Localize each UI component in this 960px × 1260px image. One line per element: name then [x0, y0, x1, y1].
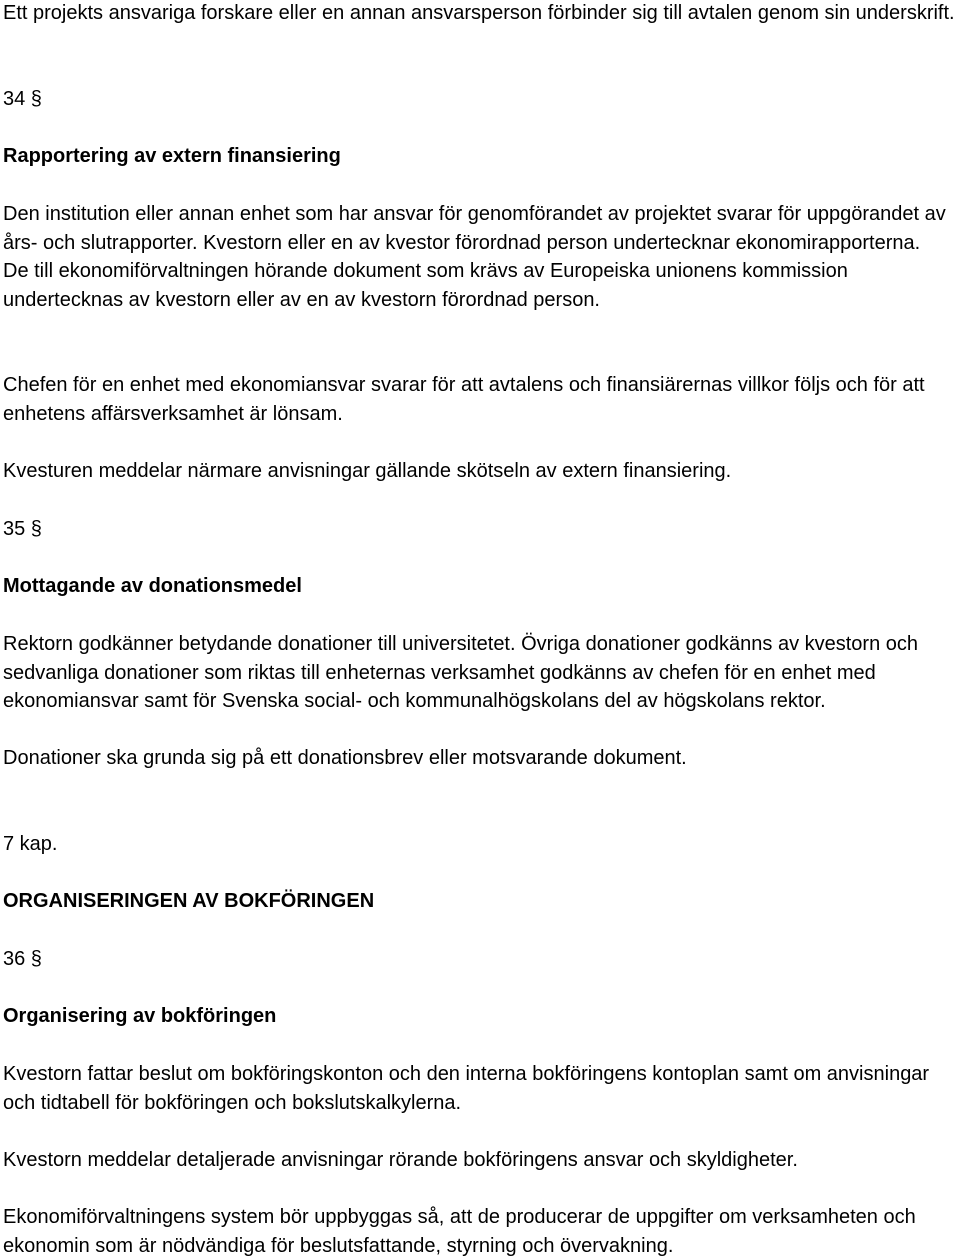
section-34-paragraph-2: Chefen för en enhet med ekonomiansvar svarar för att avtalens och finansiärernas villkor följs och för att enhetens affärsverksamhet är lönsam.	[3, 374, 925, 425]
chapter-7-label: 7 kap.	[3, 833, 58, 855]
section-36-paragraph-1: Kvestorn fattar beslut om bokföringskonton och den interna bokföringens kontoplan samt om anvisningar och tidtabell för bokföringen och bokslutskalkylerna.	[3, 1063, 930, 1114]
section-34-heading: Rapportering av extern finansiering	[3, 145, 341, 167]
section-35-heading: Mottagande av donationsmedel	[3, 575, 302, 597]
opening-paragraph: Ett projekts ansvariga forskare eller en annan ansvarsperson förbinder sig till avtalen genom sin underskrift.	[3, 2, 955, 24]
section-36-heading: Organisering av bokföringen	[3, 1005, 277, 1027]
section-36-paragraph-3: Ekonomiförvaltningens system bör uppbyggas så, att de producerar de uppgifter om verksamheten och ekonomin som är nödvändiga för beslutsfattande, styrning och övervakning.	[3, 1206, 916, 1257]
section-34-paragraph-1-part-3: De till ekonomiförvaltningen hörande dokument som krävs av Europeiska unionens kommission undertecknas av kvestorn eller av en av kvestorn förordnad person.	[3, 260, 848, 311]
section-34-number: 34 §	[3, 88, 42, 110]
section-35-paragraph-1: Rektorn godkänner betydande donationer till universitetet. Övriga donationer godkänns av kvestorn och sedvanliga donationer som riktas till enheternas verksamhet godkänns av chefen för en enhet med ekonomiansvar samt för Svenska social- och kommunalhögskolans del av högskolans rektor.	[3, 633, 919, 712]
section-36-paragraph-2: Kvestorn meddelar detaljerade anvisningar rörande bokföringens ansvar och skyldigheter.	[3, 1149, 798, 1171]
section-36-number: 36 §	[3, 948, 42, 970]
section-35-number: 35 §	[3, 518, 42, 540]
section-34-paragraph-1-part-1: Den institution eller annan enhet som har ansvar för genomförandet av projektet svarar för uppgörandet av års- och slutrapporter.	[3, 203, 946, 254]
chapter-7-title: ORGANISERINGEN AV BOKFÖRINGEN	[3, 890, 375, 912]
section-35-paragraph-2: Donationer ska grunda sig på ett donationsbrev eller motsvarande dokument.	[3, 747, 687, 769]
section-34-paragraph-1-part-2: Kvestorn eller en av kvestor förordnad person undertecknar ekonomirapporterna.	[203, 231, 921, 254]
section-34-paragraph-1	[3, 200, 957, 314]
section-34-paragraph-3: Kvesturen meddelar närmare anvisningar gällande skötseln av extern finansiering.	[3, 460, 732, 482]
